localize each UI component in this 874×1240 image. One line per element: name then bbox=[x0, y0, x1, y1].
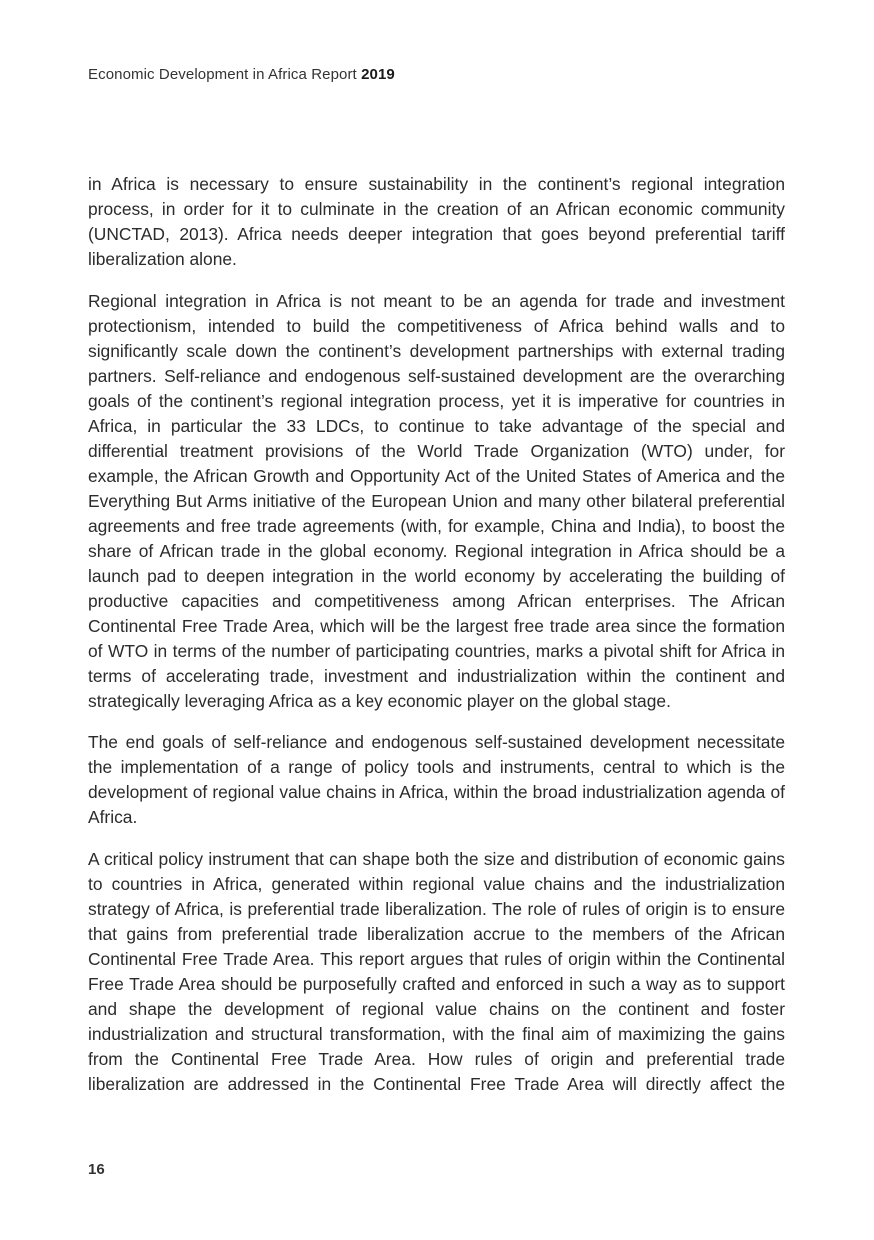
paragraph-2: Regional integration in Africa is not meant to be an agenda for trade and investment protectionism, intended to build the competitiveness of Africa behind walls and to significantly scale down the continent’s development partnerships with external trading partners. Self-reliance and endogenous self-sustained development are the overarching goals of the continent’s regional integration process, yet it is imperative for countries in Africa, in particular the 33 LDCs, to continue to take advantage of the special and differential treatment provisions of the World Trade Organization (WTO) under, for example, the African Growth and Opportunity Act of the United States of America and the Everything But Arms initiative of the European Union and many other bilateral preferential agreements and free trade agreements (with, for example, China and India), to boost the share of African trade in the global economy. Regional integration in Africa should be a launch pad to deepen integration in the world economy by accelerating the building of productive capacities and competitiveness among African enterprises. The African Continental Free Trade Area, which will be the largest free trade area since the formation of WTO in terms of the number of participating countries, marks a pivotal shift for Africa in terms of accelerating trade, investment and industrialization within the continent and strategically leveraging Africa as a key economic player on the global stage. bbox=[88, 290, 785, 711]
body-text bbox=[88, 172, 785, 1097]
report-year: 2019 bbox=[361, 66, 395, 83]
report-title: Economic Development in Africa Report bbox=[88, 66, 357, 83]
paragraph-3: The end goals of self-reliance and endogenous self-sustained development necessitate the implementation of a range of policy tools and instruments, central to which is the development of regional value chains in Africa, within the broad industrialization agenda of Africa. bbox=[88, 732, 785, 827]
paragraph-4: A critical policy instrument that can shape both the size and distribution of economic gains to countries in Africa, generated within regional value chains and the industrialization strategy of Africa, is preferential trade liberalization. The role of rules of origin is to ensure that gains from preferential trade liberalization accrue to the members of the African Continental Free Trade Area. This report argues that rules of origin within the Continental Free Trade Area should be purposefully crafted and enforced in such a way as to support and shape the development of regional value chains on the continent and foster industrialization and structural transformation, with the final aim of maximizing the gains from the Continental Free Trade Area. How rules of origin and preferential trade liberalization are addressed in the Continental Free Trade Area will directly affect the bbox=[88, 848, 785, 1094]
page-number: 16 bbox=[88, 1161, 105, 1178]
paragraph-1: in Africa is necessary to ensure sustainability in the continent’s regional integration process, in order for it to culminate in the creation of an African economic community (UNCTAD, 2013). Africa needs deeper integration that goes beyond preferential tariff liberalization alone. bbox=[88, 174, 785, 269]
running-header bbox=[88, 66, 395, 83]
